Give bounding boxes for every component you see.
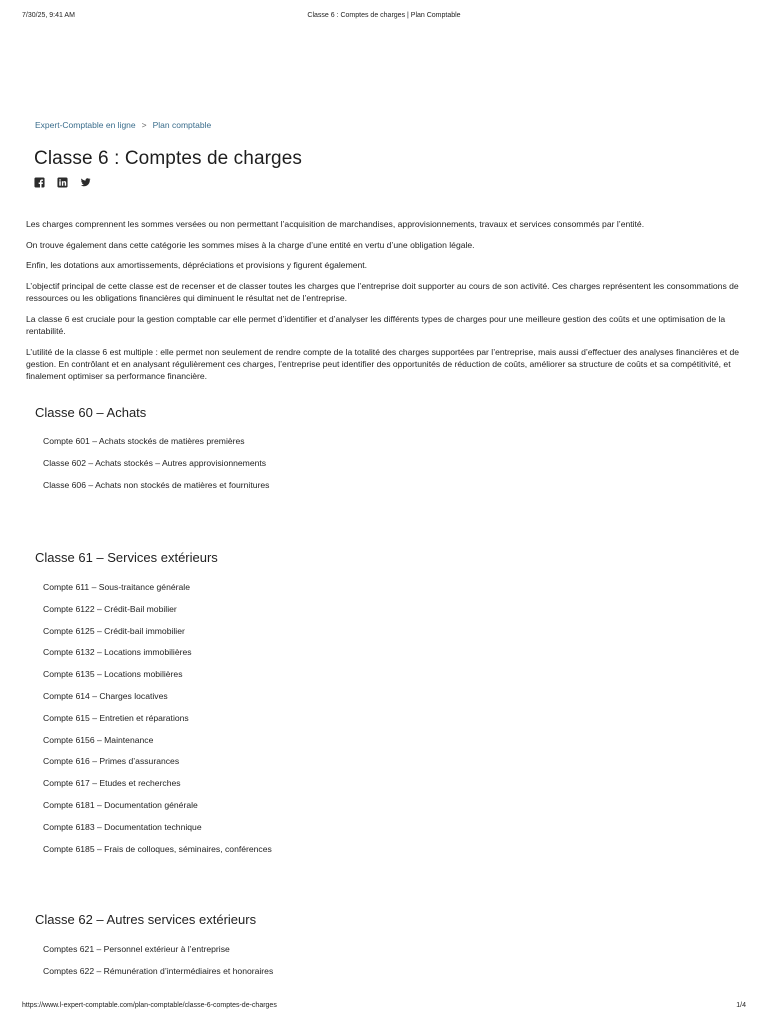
account-list-classe-62 <box>43 943 273 987</box>
account-link[interactable]: Classe 602 – Achats stockés – Autres approvisionnements <box>43 457 267 468</box>
intro-paragraph: On trouve également dans cette catégorie les sommes mises à la charge d’une entité en vertu d’une obligation légale. <box>26 239 475 250</box>
account-link[interactable]: Compte 6185 – Frais de colloques, séminaires, conférences <box>43 843 272 854</box>
account-link[interactable]: Compte 6181 – Documentation générale <box>43 799 198 810</box>
account-link[interactable]: Compte 614 – Charges locatives <box>43 690 168 701</box>
print-url: https://www.l-expert-comptable.com/plan-comptable/classe-6-comptes-de-charges <box>22 1002 277 1009</box>
section-title-classe-62: Classe 62 – Autres services extérieurs <box>35 912 257 927</box>
breadcrumb-current-link[interactable]: Plan comptable <box>152 120 212 130</box>
account-link[interactable]: Compte 616 – Primes d’assurances <box>43 756 180 767</box>
account-link[interactable]: Compte 601 – Achats stockés de matières premières <box>43 436 245 446</box>
account-link[interactable]: Compte 6125 – Crédit-bail immobilier <box>43 625 185 636</box>
intro-text <box>26 218 746 391</box>
print-header <box>22 12 746 22</box>
account-link[interactable]: Compte 6132 – Locations immobilières <box>43 647 192 658</box>
section-title-classe-60: Classe 60 – Achats <box>35 405 147 420</box>
intro-paragraph: Les charges comprennent les sommes versées ou non permettant l’acquisition de marchandises, approvisionnements, travaux et services consommés par l’entité. <box>26 219 645 229</box>
intro-paragraph: La classe 6 est cruciale pour la gestion comptable car elle permet d’identifier et d’analyser les différents types de charges pour une meilleure gestion des coûts et une optimisation de la rentabilité. <box>26 314 726 337</box>
account-link[interactable]: Compte 611 – Sous-traitance générale <box>43 582 190 592</box>
section-title-classe-61: Classe 61 – Services extérieurs <box>35 550 218 565</box>
page-title: Classe 6 : Comptes de charges <box>34 148 302 169</box>
account-link[interactable]: Classe 606 – Achats non stockés de matières et fournitures <box>43 479 270 490</box>
twitter-icon[interactable] <box>80 177 91 188</box>
account-link[interactable]: Compte 6135 – Locations mobilières <box>43 669 183 680</box>
print-page-number: 1/4 <box>736 1002 746 1009</box>
account-link[interactable]: Compte 615 – Entretien et réparations <box>43 712 189 723</box>
account-list-classe-60 <box>43 435 269 500</box>
account-link[interactable]: Comptes 621 – Personnel extérieur à l’entreprise <box>43 944 230 954</box>
intro-paragraph: L’utilité de la classe 6 est multiple : elle permet non seulement de rendre compte de la totalité des charges supportées par l’entreprise, mais aussi d’effectuer des analyses financières et de gestion. En contrôlant et en analysant régulièrement ces charges, l’entreprise peut identifier des opportunités de réduction de coûts, améliorer sa structure de coûts et sa compétitivité, et finalement optimiser sa performance financière. <box>26 346 740 382</box>
account-link[interactable]: Comptes 622 – Rémunération d’intermédiaires et honoraires <box>43 965 274 976</box>
account-link[interactable]: Compte 617 – Etudes et recherches <box>43 778 181 789</box>
intro-paragraph: L’objectif principal de cette classe est de recenser et de classer toutes les charges que l’entreprise doit supporter au cours de son activité. Ces charges représentent les consommations de ressources ou les obligations financières qui diminuent le résultat net de l’entreprise. <box>26 281 739 304</box>
print-datetime: 7/30/25, 9:41 AM <box>22 12 75 19</box>
breadcrumb-separator: > <box>141 120 147 130</box>
account-list-classe-61 <box>43 581 272 864</box>
breadcrumb-home-link[interactable]: Expert-Comptable en ligne <box>35 120 136 130</box>
linkedin-icon[interactable] <box>57 177 68 188</box>
account-link[interactable]: Compte 6183 – Documentation technique <box>43 821 202 832</box>
print-footer <box>22 1002 746 1012</box>
facebook-icon[interactable] <box>34 177 45 188</box>
intro-paragraph: Enfin, les dotations aux amortissements, dépréciations et provisions y figurent également. <box>26 260 368 271</box>
share-icons <box>34 177 91 188</box>
account-link[interactable]: Compte 6122 – Crédit-Bail mobilier <box>43 603 177 614</box>
breadcrumb <box>35 120 211 130</box>
account-link[interactable]: Compte 6156 – Maintenance <box>43 734 154 745</box>
print-page-title: Classe 6 : Comptes de charges | Plan Comptable <box>307 12 461 19</box>
